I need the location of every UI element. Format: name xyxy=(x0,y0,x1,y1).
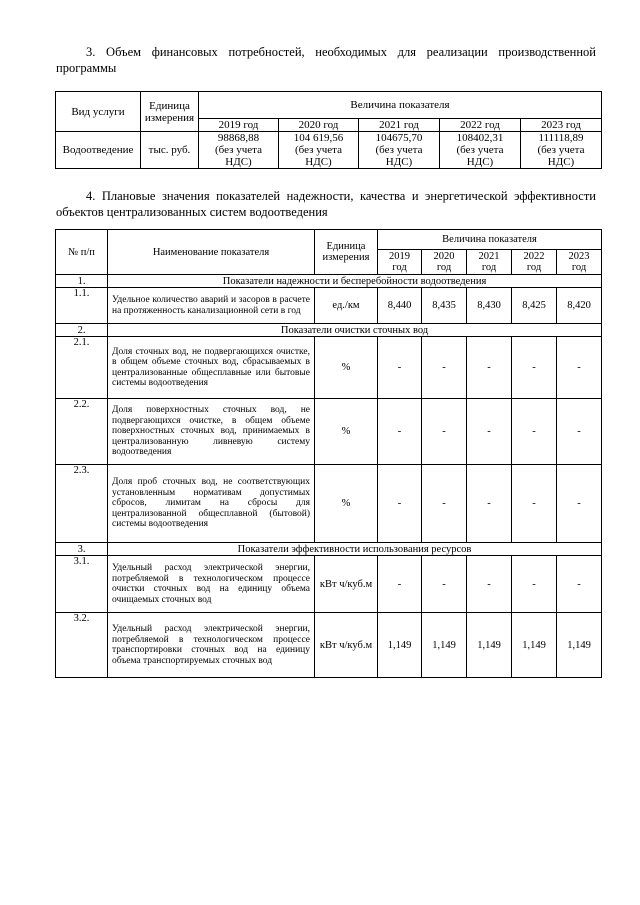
year-header: 2021 год xyxy=(359,119,440,132)
group-title: Показатели эффективности использования ресурсов xyxy=(108,543,602,556)
header-unit: Единица измерения xyxy=(141,92,199,132)
year-suffix: год xyxy=(436,262,452,273)
year-header xyxy=(512,250,557,275)
row-unit: % xyxy=(315,465,378,543)
row-value: - xyxy=(557,337,602,399)
row-value: - xyxy=(422,399,467,465)
year-header: 2023 год xyxy=(521,119,602,132)
row-name: Удельное количество аварий и засоров в расчете на протяженность канализационной сети в год xyxy=(108,288,315,324)
value-note: (без учета xyxy=(456,144,504,156)
value-number: 98868,88 xyxy=(217,132,260,144)
row-value: 8,425 xyxy=(512,288,557,324)
value-note: (без учета xyxy=(375,144,423,156)
row-value: 1,149 xyxy=(422,613,467,678)
row-name: Доля проб сточных вод, не соответствующих установленным нормативам допустимых сбросов, лимитам на сбросы для централизованной общесплавной (бытовой) системы водоотведения xyxy=(108,465,315,543)
row-value: - xyxy=(378,399,422,465)
row-value: 8,430 xyxy=(467,288,512,324)
value-note: НДС) xyxy=(385,156,413,168)
year-header xyxy=(467,250,512,275)
value-number: 111118,89 xyxy=(538,132,584,144)
row-value: - xyxy=(467,337,512,399)
financial-needs-table xyxy=(55,91,602,169)
value-note: НДС) xyxy=(225,156,252,168)
row-value: 1,149 xyxy=(557,613,602,678)
value-note: (без учета xyxy=(295,144,342,156)
group-num: 3. xyxy=(56,543,108,556)
row-num: 2.1. xyxy=(56,337,108,399)
service-cell: Водоотведение xyxy=(56,132,141,169)
row-unit: кВт ч/куб.м xyxy=(315,613,378,678)
row-value: - xyxy=(512,399,557,465)
row-value: 8,440 xyxy=(378,288,422,324)
table-row xyxy=(56,465,602,543)
year-suffix: год xyxy=(571,262,587,273)
year-header xyxy=(378,250,422,275)
row-value: - xyxy=(467,399,512,465)
row-value: - xyxy=(512,465,557,543)
row-unit: % xyxy=(315,399,378,465)
row-value: - xyxy=(512,556,557,613)
header-unit: Единица измерения xyxy=(315,230,378,275)
value-note: (без учета xyxy=(537,144,585,156)
row-value: - xyxy=(378,337,422,399)
table-row xyxy=(56,288,602,324)
table-row xyxy=(56,613,602,678)
year-header: 2020 год xyxy=(279,119,359,132)
group-num: 1. xyxy=(56,275,108,288)
section3-heading: 3. Объем финансовых потребностей, необходимых для реализации производственной программы xyxy=(56,45,596,75)
group-row xyxy=(56,543,602,556)
year-header: 2022 год xyxy=(440,119,521,132)
year-suffix: год xyxy=(481,262,497,273)
table-row xyxy=(56,132,602,169)
row-value: - xyxy=(467,556,512,613)
table-row xyxy=(56,399,602,465)
row-value: - xyxy=(557,465,602,543)
row-num: 2.3. xyxy=(56,465,108,543)
header-value: Величина показателя xyxy=(378,230,602,250)
value-note: НДС) xyxy=(305,156,332,168)
header-value: Величина показателя xyxy=(199,92,602,119)
row-value: - xyxy=(378,556,422,613)
value-number: 104 619,56 xyxy=(293,132,344,144)
table-row xyxy=(56,337,602,399)
value-cell xyxy=(279,132,359,169)
row-value: - xyxy=(422,465,467,543)
row-value: - xyxy=(378,465,422,543)
group-row xyxy=(56,324,602,337)
value-cell xyxy=(359,132,440,169)
row-unit: % xyxy=(315,337,378,399)
year-header xyxy=(557,250,602,275)
group-title: Показатели надежности и бесперебойности водоотведения xyxy=(108,275,602,288)
indicators-table xyxy=(55,229,602,678)
row-name: Удельный расход электрической энергии, потребляемой в технологическом процессе очистки сточных вод на единицу объема очищаемых сточных вод xyxy=(108,556,315,613)
value-note: НДС) xyxy=(466,156,494,168)
row-value: - xyxy=(512,337,557,399)
section4-heading: 4. Плановые значения показателей надежности, качества и энергетической эффективности объектов централизованных систем водоотведения xyxy=(56,189,596,219)
row-name: Доля сточных вод, не подвергающихся очистке, в общем объеме сточных вод, сбрасываемых в централизованные общесплавные или бытовые системы водоотведения xyxy=(108,337,315,399)
row-value: - xyxy=(557,399,602,465)
row-value: - xyxy=(557,556,602,613)
year-number: 2022 xyxy=(523,251,545,262)
year-number: 2021 xyxy=(478,251,500,262)
header-num: № п/п xyxy=(56,230,108,275)
group-num: 2. xyxy=(56,324,108,337)
row-value: - xyxy=(422,556,467,613)
row-value: 1,149 xyxy=(378,613,422,678)
header-service: Вид услуги xyxy=(56,92,141,132)
value-number: 108402,31 xyxy=(456,132,504,144)
header-name: Наименование показателя xyxy=(108,230,315,275)
year-header: 2019 год xyxy=(199,119,279,132)
row-unit: кВт ч/куб.м xyxy=(315,556,378,613)
row-num: 2.2. xyxy=(56,399,108,465)
year-header xyxy=(422,250,467,275)
year-number: 2019 xyxy=(389,251,410,262)
row-value: 1,149 xyxy=(467,613,512,678)
row-name: Удельный расход электрической энергии, потребляемой в технологическом процессе транспортировки сточных вод на единицу объема транспортируемых сточных вод xyxy=(108,613,315,678)
row-value: - xyxy=(422,337,467,399)
row-num: 3.2. xyxy=(56,613,108,678)
unit-cell: тыс. руб. xyxy=(141,132,199,169)
value-number: 104675,70 xyxy=(375,132,423,144)
group-row xyxy=(56,275,602,288)
row-value: 8,420 xyxy=(557,288,602,324)
year-suffix: год xyxy=(392,262,407,273)
row-value: 1,149 xyxy=(512,613,557,678)
row-value: 8,435 xyxy=(422,288,467,324)
value-note: (без учета xyxy=(215,144,262,156)
row-num: 3.1. xyxy=(56,556,108,613)
year-suffix: год xyxy=(526,262,542,273)
row-name: Доля поверхностных сточных вод, не подвергающихся очистке, в общем объеме поверхностных сточных вод, принимаемых в централизованную ливневую систему водоотведения xyxy=(108,399,315,465)
value-cell xyxy=(521,132,602,169)
row-num: 1.1. xyxy=(56,288,108,324)
row-unit: ед./км xyxy=(315,288,378,324)
row-value: - xyxy=(467,465,512,543)
year-number: 2023 xyxy=(568,251,590,262)
year-number: 2020 xyxy=(433,251,455,262)
group-title: Показатели очистки сточных вод xyxy=(108,324,602,337)
value-cell xyxy=(440,132,521,169)
table-row xyxy=(56,556,602,613)
value-note: НДС) xyxy=(547,156,575,168)
value-cell xyxy=(199,132,279,169)
